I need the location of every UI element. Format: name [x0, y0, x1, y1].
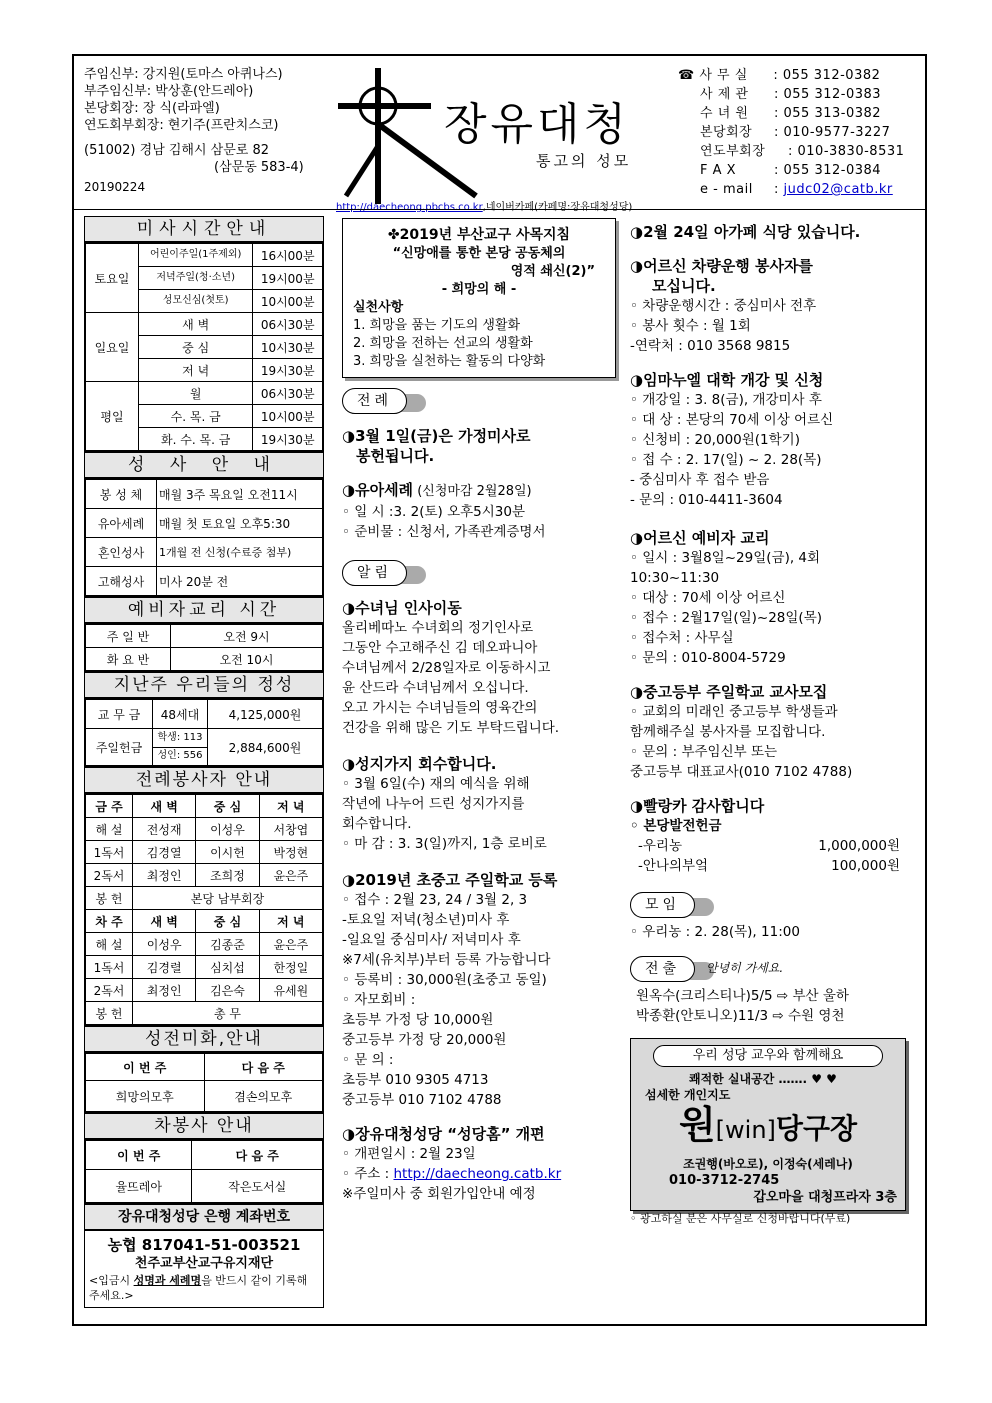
meeting-tag [630, 892, 920, 922]
left-lit-rows1-0-0: 해 설 [86, 818, 133, 841]
guideline-title [353, 225, 605, 245]
notice-sister-transfer: ◑수녀님 인사이동 [342, 599, 462, 617]
left-off2-b: 성인: 556 [153, 747, 208, 766]
catechism-table [85, 624, 323, 671]
left-off2-a: 학생: 113 [153, 729, 208, 748]
header-contacts-0-label: 사 무 실 [699, 68, 748, 83]
right-r2l-1: ◦ 봉사 횟수 : 월 1회 [630, 318, 751, 334]
bulletin-page [72, 54, 927, 1326]
right-ad-big3: 당구장 [775, 1112, 858, 1145]
left-mass-0-rows-1-1: 19시00분 [253, 267, 323, 290]
left-sacr-1-0: 유아세례 [86, 509, 157, 538]
right-r5l-3: 중고등부 대표교사(010 7102 4788) [630, 764, 853, 780]
left-mass-1-rows-2-0: 저 녁 [139, 359, 253, 382]
mid-t5l-7: 중고등부 가정 당 20,000원 [342, 1032, 507, 1048]
contact-fax: F A X : 055 312-0384 [700, 163, 882, 178]
bank-heading: 장유대청성당 은행 계좌번호 [85, 1203, 323, 1231]
right-r4l-3: ◦ 접수 : 2월17일(일)~28일(목) [630, 610, 822, 626]
url-line [336, 198, 632, 213]
left-lit-head2-0: 차 주 [86, 910, 133, 933]
right-r3l-3: ◦ 접 수 : 2. 17(일) ~ 2. 28(목) [630, 452, 822, 468]
left-tea-0: 율뜨레아 [86, 1170, 192, 1203]
left-lit-rows1-2-3: 윤은주 [259, 864, 322, 887]
mid-t1b: 봉헌됩니다. [356, 447, 435, 465]
left-off1-0: 교 무 금 [86, 700, 153, 729]
mass-times-table [85, 243, 323, 451]
right-r6rows-0-1: 1,000,000원 [818, 838, 900, 854]
left-lit-rows1-0-2: 이성우 [196, 818, 259, 841]
homepage-url-link[interactable]: http://daecheong.catb.kr [393, 1166, 562, 1182]
left-lit-rows1-1-0: 1독서 [86, 841, 133, 864]
right-r5l-0: ◦ 교회의 미래인 중고등부 학생들과 [630, 704, 838, 720]
mid-t6l3: ※주일미사 중 회원가입안내 예정 [342, 1186, 536, 1202]
left-mass-2-rows-1-0: 수. 목. 금 [139, 405, 253, 428]
heart-icon: ♥ ♥ [807, 1072, 837, 1086]
left-lit-rows2-2-2: 김은숙 [196, 979, 259, 1002]
right-r8l-1: 박종환(안토니오)11/3 ⇨ 수원 영천 [636, 1008, 845, 1024]
mid-t2l-1: ◦ 준비물 : 신청서, 가족관계증명서 [342, 524, 546, 540]
right-tag3: 모임 [630, 892, 695, 918]
notice-sunday-school: ◑2019년 초중고 주일학교 등록 [342, 871, 558, 889]
right-r3l-5: - 문의 : 010-4411-3604 [630, 492, 783, 508]
right-r2l-2: -연락처 : 010 3568 9815 [630, 338, 791, 354]
left-tea-head-1: 다 음 주 [192, 1141, 323, 1170]
left-lit-rows2-1-3: 한정일 [259, 956, 322, 979]
right-ad-names: 조권행(바오로), 이정숙(세레나) [683, 1157, 853, 1171]
left-bank-note2: 성명과 세례명 [133, 1274, 202, 1287]
left-sacr-2-0: 혼인성사 [86, 538, 157, 567]
right-r6rows-0-0: -우리농 [638, 838, 682, 854]
left-lit-rows2-0-3: 윤은주 [259, 933, 322, 956]
bank-note [85, 1273, 323, 1307]
bulletin-subtitle: 통고의 성모 [536, 152, 632, 170]
notice-palanca: ◑빨랑카 감사합니다 [630, 797, 765, 815]
right-r7: ◦ 우리농 : 2. 28(목), 11:00 [630, 924, 800, 940]
tea-table [85, 1140, 323, 1203]
mid-box-items-1: 2. 희망을 전하는 선교의 생활화 [353, 336, 533, 351]
contact-rectory: 사 제 관 : 055 312-0383 [700, 87, 882, 102]
mid-t4l-2: 회수합니다. [342, 816, 412, 832]
left-mass-1-day: 일요일 [86, 313, 139, 382]
left-mass-2-rows-2-0: 화. 수. 목. 금 [139, 428, 253, 451]
left-cate-1-1: 오전 10시 [171, 648, 323, 671]
left-lit-head1-3: 저 녁 [259, 795, 322, 818]
header-contacts-0-value: 055 312-0382 [782, 68, 881, 83]
left-lit-head2-2: 중 심 [196, 910, 259, 933]
mid-t5l-6: 초등부 가정 당 10,000원 [342, 1012, 494, 1028]
left-lit-rows1-1-1: 김경열 [133, 841, 196, 864]
right-r2b: 모십니다. [652, 277, 716, 295]
mid-t5l-3: ※7세(유치부)부터 등록 가능합니다 [342, 952, 551, 968]
issue-date: 20190224 [84, 180, 146, 194]
left-mass-0-rows-0-0: 어린이주일(1주제외) [139, 244, 253, 267]
notice-emmanuel-college: ◑임마누엘 대학 개강 및 신청 [630, 371, 824, 389]
header-contacts-6-value[interactable]: judc02@catb.kr [783, 182, 893, 197]
right-r4l-1: 10:30~11:30 [630, 570, 720, 586]
notice-baptism [342, 480, 622, 502]
bulletin-title: 장유대청 [444, 99, 631, 150]
mid-t3l-3: 윤 산드라 수녀님께서 오십니다. [342, 680, 529, 696]
right-r2l-0: ◦ 차량운행시간 : 중심미사 전후 [630, 298, 817, 314]
clergy-list [84, 66, 304, 196]
notice-homepage: ◑장유대청성당 “성당홈” 개편 [342, 1125, 545, 1143]
mid-box-items-0: 1. 희망을 품는 기도의 생활화 [353, 318, 521, 333]
contact-list [678, 66, 904, 199]
left-lit-rows2-1-0: 1독서 [86, 956, 133, 979]
left-sacr-0-0: 봉 성 체 [86, 480, 157, 509]
left-mass-0-day: 토요일 [86, 244, 139, 313]
mid-t4l-1: 작년에 나누어 드린 성지가지를 [342, 796, 525, 812]
catechism-heading: 예비자교리 시간 [85, 596, 323, 624]
left-lit-head1-0: 금 주 [86, 795, 133, 818]
left-lit-head1-1: 새 벽 [133, 795, 196, 818]
right-r5l-2: ◦ 문의 : 부주임신부 또는 [630, 744, 778, 760]
right-r4l-2: ◦ 대상 : 70세 이상 어르신 [630, 590, 786, 606]
header-contacts-4-value: 010-3830-8531 [797, 144, 905, 159]
left-mass-1-rows-1-0: 중 심 [139, 336, 253, 359]
header-contacts-5-value: 055 312-0384 [783, 163, 882, 178]
contact-email: e - mail : judc02@catb.kr [700, 182, 893, 197]
left-lit-bong2-1: 총 무 [133, 1002, 323, 1025]
left-sacr-3-0: 고해성사 [86, 567, 157, 596]
header-contacts-5-label: F A X [700, 163, 737, 178]
left-flower-1: 겸손의모후 [204, 1081, 323, 1112]
mass-times-heading: 미사시간안내 [85, 217, 323, 243]
left-lit-rows1-1-3: 박정현 [259, 841, 322, 864]
mid-t5l-1: -토요일 저녁(청소년)미사 후 [342, 912, 510, 928]
left-lit-rows2-0-0: 해 설 [86, 933, 133, 956]
left-lit-rows1-2-2: 조희정 [196, 864, 259, 887]
left-lit-head2-3: 저 녁 [259, 910, 322, 933]
mid-box-q2: 영적 쇄신(2)” [510, 264, 595, 279]
mid-t6l2a: ◦ 주소 : [342, 1166, 394, 1182]
right-ad-big1: 원 [678, 1103, 716, 1147]
offering-heading: 지난주 우리들의 정성 [85, 671, 323, 699]
left-bank-note3: 을 반드시 같이 기록해 주세요.> [89, 1274, 308, 1302]
notice-family-mass: ◑3월 1일(금)은 가정미사로 [342, 427, 531, 445]
mid-t5l-8: ◦ 문 의 : [342, 1052, 394, 1068]
left-mass-2-rows-0-1: 06시30분 [253, 382, 323, 405]
clergy-president: 본당회장: 장 식(라파엘) [84, 101, 220, 116]
mid-t5l-2: -일요일 중심미사/ 저녁미사 후 [342, 932, 521, 948]
mid-box-items-2: 3. 희망을 실천하는 활동의 다양화 [353, 354, 546, 369]
header-contacts-3-value: 010-9577-3227 [783, 125, 891, 140]
mid-tag2: 알림 [342, 560, 407, 586]
left-lit-rows1-0-1: 전성재 [133, 818, 196, 841]
header-contacts-4-label: 연도부회장 [700, 144, 766, 159]
flower-heading: 성전미화,안내 [85, 1025, 323, 1053]
address-line2: (삼문동 583-4) [214, 160, 304, 175]
right-ad-phone: 010-3712-2745 [669, 1173, 780, 1188]
left-lit-rows2-2-1: 최정인 [133, 979, 196, 1002]
mid-t5l-4: ◦ 등록비 : 30,000원(초중고 동일) [342, 972, 547, 988]
bank-owner: 천주교부산교구유지재단 [134, 1256, 274, 1271]
left-lit-rows1-2-1: 최정인 [133, 864, 196, 887]
left-flower-0: 희망의모후 [86, 1081, 205, 1112]
right-ad-big2: [win] [715, 1116, 776, 1144]
left-lit-head2-1: 새 벽 [133, 910, 196, 933]
right-r3l-2: ◦ 신청비 : 20,000원(1학기) [630, 432, 800, 448]
notice-teacher-recruit: ◑중고등부 주일학교 교사모집 [630, 683, 828, 701]
mid-t4l-0: ◦ 3월 6일(수) 재의 예식을 위해 [342, 776, 530, 792]
right-r8l-0: 원옥수(크리스티나)5/5 ⇨ 부산 울하 [636, 988, 849, 1004]
flower-table [85, 1053, 323, 1112]
header-contacts-3-label: 본당회장 [700, 125, 753, 140]
mid-box-title: 2019년 부산교구 사목지침 [399, 227, 571, 243]
left-lit-bong2-0: 봉 헌 [86, 1002, 133, 1025]
clergy-vice: 연도회부회장: 현기주(프란치스코) [84, 118, 279, 133]
left-lit-rows2-1-2: 심치섭 [196, 956, 259, 979]
left-mass-2-day: 평일 [86, 382, 139, 451]
sacrament-table [85, 479, 323, 596]
left-cate-0-1: 오전 9시 [171, 625, 323, 648]
mid-t3l-1: 그동안 수고해주신 김 데오파니아 [342, 640, 538, 656]
mid-t5l-5: ◦ 자모회비 : [342, 992, 416, 1008]
phone-icon: ☎ [678, 68, 700, 83]
left-mass-1-rows-0-0: 새 벽 [139, 313, 253, 336]
notice-tag [342, 560, 622, 590]
left-lit-rows1-1-2: 이시헌 [196, 841, 259, 864]
left-lit-rows2-1-1: 김경렬 [133, 956, 196, 979]
contact-office: ☎ 사 무 실 : 055 312-0382 [678, 68, 881, 83]
cafe-info: ,네이버카페(카페명:장유대청성당) [482, 202, 633, 213]
mid-t5l-9: 초등부 010 9305 4713 [342, 1072, 489, 1088]
left-mass-2-rows-1-1: 10시00분 [253, 405, 323, 428]
left-mass-0-rows-2-0: 성모신심(첫토) [139, 290, 253, 313]
clergy-pastor: 주임신부: 강지원(토마스 아퀴나스) [84, 67, 283, 82]
right-r3l-4: - 중심미사 후 접수 받음 [630, 472, 770, 488]
header-contacts-2-value: 055 313-0382 [783, 106, 882, 121]
right-ad-l1: 쾌적한 실내공간 ……. [689, 1072, 808, 1086]
mid-box-sub: 실천사항 [353, 300, 404, 315]
offering-table [85, 699, 323, 766]
left-sacr-1-1: 매월 첫 토요일 오후5:30 [157, 509, 323, 538]
left-flower-head-0: 이 번 주 [86, 1054, 205, 1081]
mid-t3l-2: 수녀님께서 2/28일자로 이동하시고 [342, 660, 551, 676]
left-tea-1: 작은도서실 [192, 1170, 323, 1203]
right-r6rows-1-1: 100,000원 [831, 858, 900, 874]
mid-t5l-10: 중고등부 010 7102 4788 [342, 1092, 502, 1108]
right-r4l-4: ◦ 접수처 : 사무실 [630, 630, 734, 646]
left-sacr-2-1: 1개월 전 신청(수료증 첨부) [157, 538, 323, 567]
header-contacts-1-value: 055 312-0383 [783, 87, 882, 102]
left-sacr-0-1: 매월 3주 목요일 오전11시 [157, 480, 323, 509]
header-contacts-1-label: 사 제 관 [700, 87, 749, 102]
sacrament-heading: 성 사 안 내 [85, 451, 323, 479]
header-contacts-2-label: 수 녀 원 [700, 106, 749, 121]
liturgy-heading: 전례봉사자 안내 [85, 766, 323, 794]
ad-business-name [639, 1103, 897, 1156]
transfer-tag [630, 956, 920, 986]
mid-t4l-3: ◦ 마 감 : 3. 3(일)까지, 1층 로비로 [342, 836, 547, 852]
left-lit-bong1-0: 봉 헌 [86, 887, 133, 910]
header-divider [74, 209, 925, 210]
left-lit-rows2-2-0: 2독서 [86, 979, 133, 1002]
notice-elder-catechism: ◑어르신 예비자 교리 [630, 529, 770, 547]
contact-president: 본당회장 : 010-9577-3227 [700, 125, 891, 140]
left-lit-rows2-0-1: 이성우 [133, 933, 196, 956]
mid-t2l-0: ◦ 일 시 :3. 2(토) 오후5시30분 [342, 504, 526, 520]
mid-box-year: - 희망의 해 - [441, 282, 517, 297]
mid-t3l-5: 건강을 위해 많은 기도 부탁드립니다. [342, 720, 560, 736]
homepage-link[interactable]: http://daecheong.pbcbs.co.kr [336, 202, 483, 213]
right-r3l-1: ◦ 대 상 : 본당의 70세 이상 어르신 [630, 412, 834, 428]
left-tea-head-0: 이 번 주 [86, 1141, 192, 1170]
left-flower-head-1: 다 음 주 [204, 1054, 323, 1081]
mid-t6l1: ◦ 개편일시 : 2월 23일 [342, 1146, 476, 1162]
left-lit-head1-2: 중 심 [196, 795, 259, 818]
left-bank-note1: <입금시 [89, 1274, 134, 1287]
left-lit-rows2-0-2: 김종준 [196, 933, 259, 956]
right-ad-l2: 섬세한 개인지도 [645, 1088, 731, 1102]
left-off1-1: 48세대 [153, 700, 208, 729]
left-mass-1-rows-2-1: 19시30분 [253, 359, 323, 382]
right-ad-addr: 갑오마을 대청프라자 3층 [753, 1190, 897, 1205]
mid-box-q1: “신망애를 통한 본당 공동체의 [392, 246, 566, 261]
notice-agape: ◑2월 24일 아가페 식당 있습니다. [630, 223, 861, 241]
right-tag4: 전출 [630, 956, 695, 982]
right-r6rows-1-0: -안나의부엌 [638, 858, 709, 874]
left-lit-bong1-1: 본당 남부회장 [133, 887, 323, 910]
right-r3l-0: ◦ 개강일 : 3. 8(금), 개강미사 후 [630, 392, 822, 408]
left-mass-0-rows-0-1: 16시00분 [253, 244, 323, 267]
mid-tag1: 전례 [342, 388, 407, 414]
left-mass-1-rows-1-1: 10시30분 [253, 336, 323, 359]
farewell-note: 안녕히 가세요. [706, 961, 784, 975]
left-off1-2: 4,125,000원 [208, 700, 323, 729]
left-sacr-3-1: 미사 20분 전 [157, 567, 323, 596]
left-mass-0-rows-2-1: 10시00분 [253, 290, 323, 313]
contact-vice: 연도부회장 : 010-3830-8531 [700, 144, 905, 159]
contact-convent: 수 녀 원 : 055 313-0382 [700, 106, 882, 121]
left-lit-rows1-0-3: 서창엽 [259, 818, 322, 841]
mid-t2: ◑유아세례 [342, 481, 414, 499]
left-mass-1-rows-0-1: 06시30분 [253, 313, 323, 336]
middle-column [342, 218, 622, 1204]
left-mass-2-rows-2-1: 19시30분 [253, 428, 323, 451]
mid-t3l-4: 오고 가시는 수녀님들의 영육간의 [342, 700, 538, 716]
left-cate-0-0: 주 일 반 [86, 625, 171, 648]
ad-note: ◦ 광고하실 분은 사무실로 신청바랍니다(무료) [630, 1212, 851, 1225]
left-cate-1-0: 화 요 반 [86, 648, 171, 671]
left-column [84, 216, 324, 1308]
mid-t3l-0: 올리베따노 수녀회의 정기인사로 [342, 620, 534, 636]
header-contacts-6-label: e - mail [700, 182, 753, 197]
billiard-ad [630, 1038, 906, 1211]
clergy-assistant: 부주임신부: 박상훈(안드레아) [84, 84, 254, 99]
right-column [630, 222, 920, 1227]
diocese-logo-icon: ✤ [387, 227, 400, 243]
mid-t5l-0: ◦ 접수 : 2월 23, 24 / 3월 2, 3 [342, 892, 528, 908]
bank-account: 농협 817041-51-003521 [107, 1236, 301, 1254]
mid-t2s: (신청마감 2월28일) [413, 484, 532, 499]
notice-driver-volunteer: ◑어르신 차량운행 봉사자를 [630, 257, 813, 275]
pastoral-guideline-box [342, 218, 616, 378]
left-mass-0-rows-1-0: 저녁주일(청·소년) [139, 267, 253, 290]
notice-palm-branch: ◑성지가지 회수합니다. [342, 755, 497, 773]
left-mass-2-rows-0-0: 월 [139, 382, 253, 405]
liturgy-table [85, 794, 323, 1025]
tea-heading: 차봉사 안내 [85, 1112, 323, 1140]
liturgy-tag [342, 388, 622, 418]
right-r4l-5: ◦ 문의 : 010-8004-5729 [630, 650, 786, 666]
ad-banner: 우리 성당 교우와 함께해요 [653, 1045, 883, 1067]
left-lit-rows2-2-3: 유세원 [259, 979, 322, 1002]
left-off2-amt: 2,884,600원 [208, 729, 323, 766]
right-r4l-0: ◦ 일시 : 3월8일~29일(금), 4회 [630, 550, 821, 566]
right-r6b: ◦ 본당발전헌금 [630, 818, 722, 834]
left-lit-rows1-2-0: 2독서 [86, 864, 133, 887]
address-line1: (51002) 경남 김해시 삼문로 82 [84, 143, 270, 158]
left-off2-label: 주일헌금 [86, 729, 153, 766]
right-r5l-1: 함께해주실 봉사자를 모집합니다. [630, 724, 826, 740]
